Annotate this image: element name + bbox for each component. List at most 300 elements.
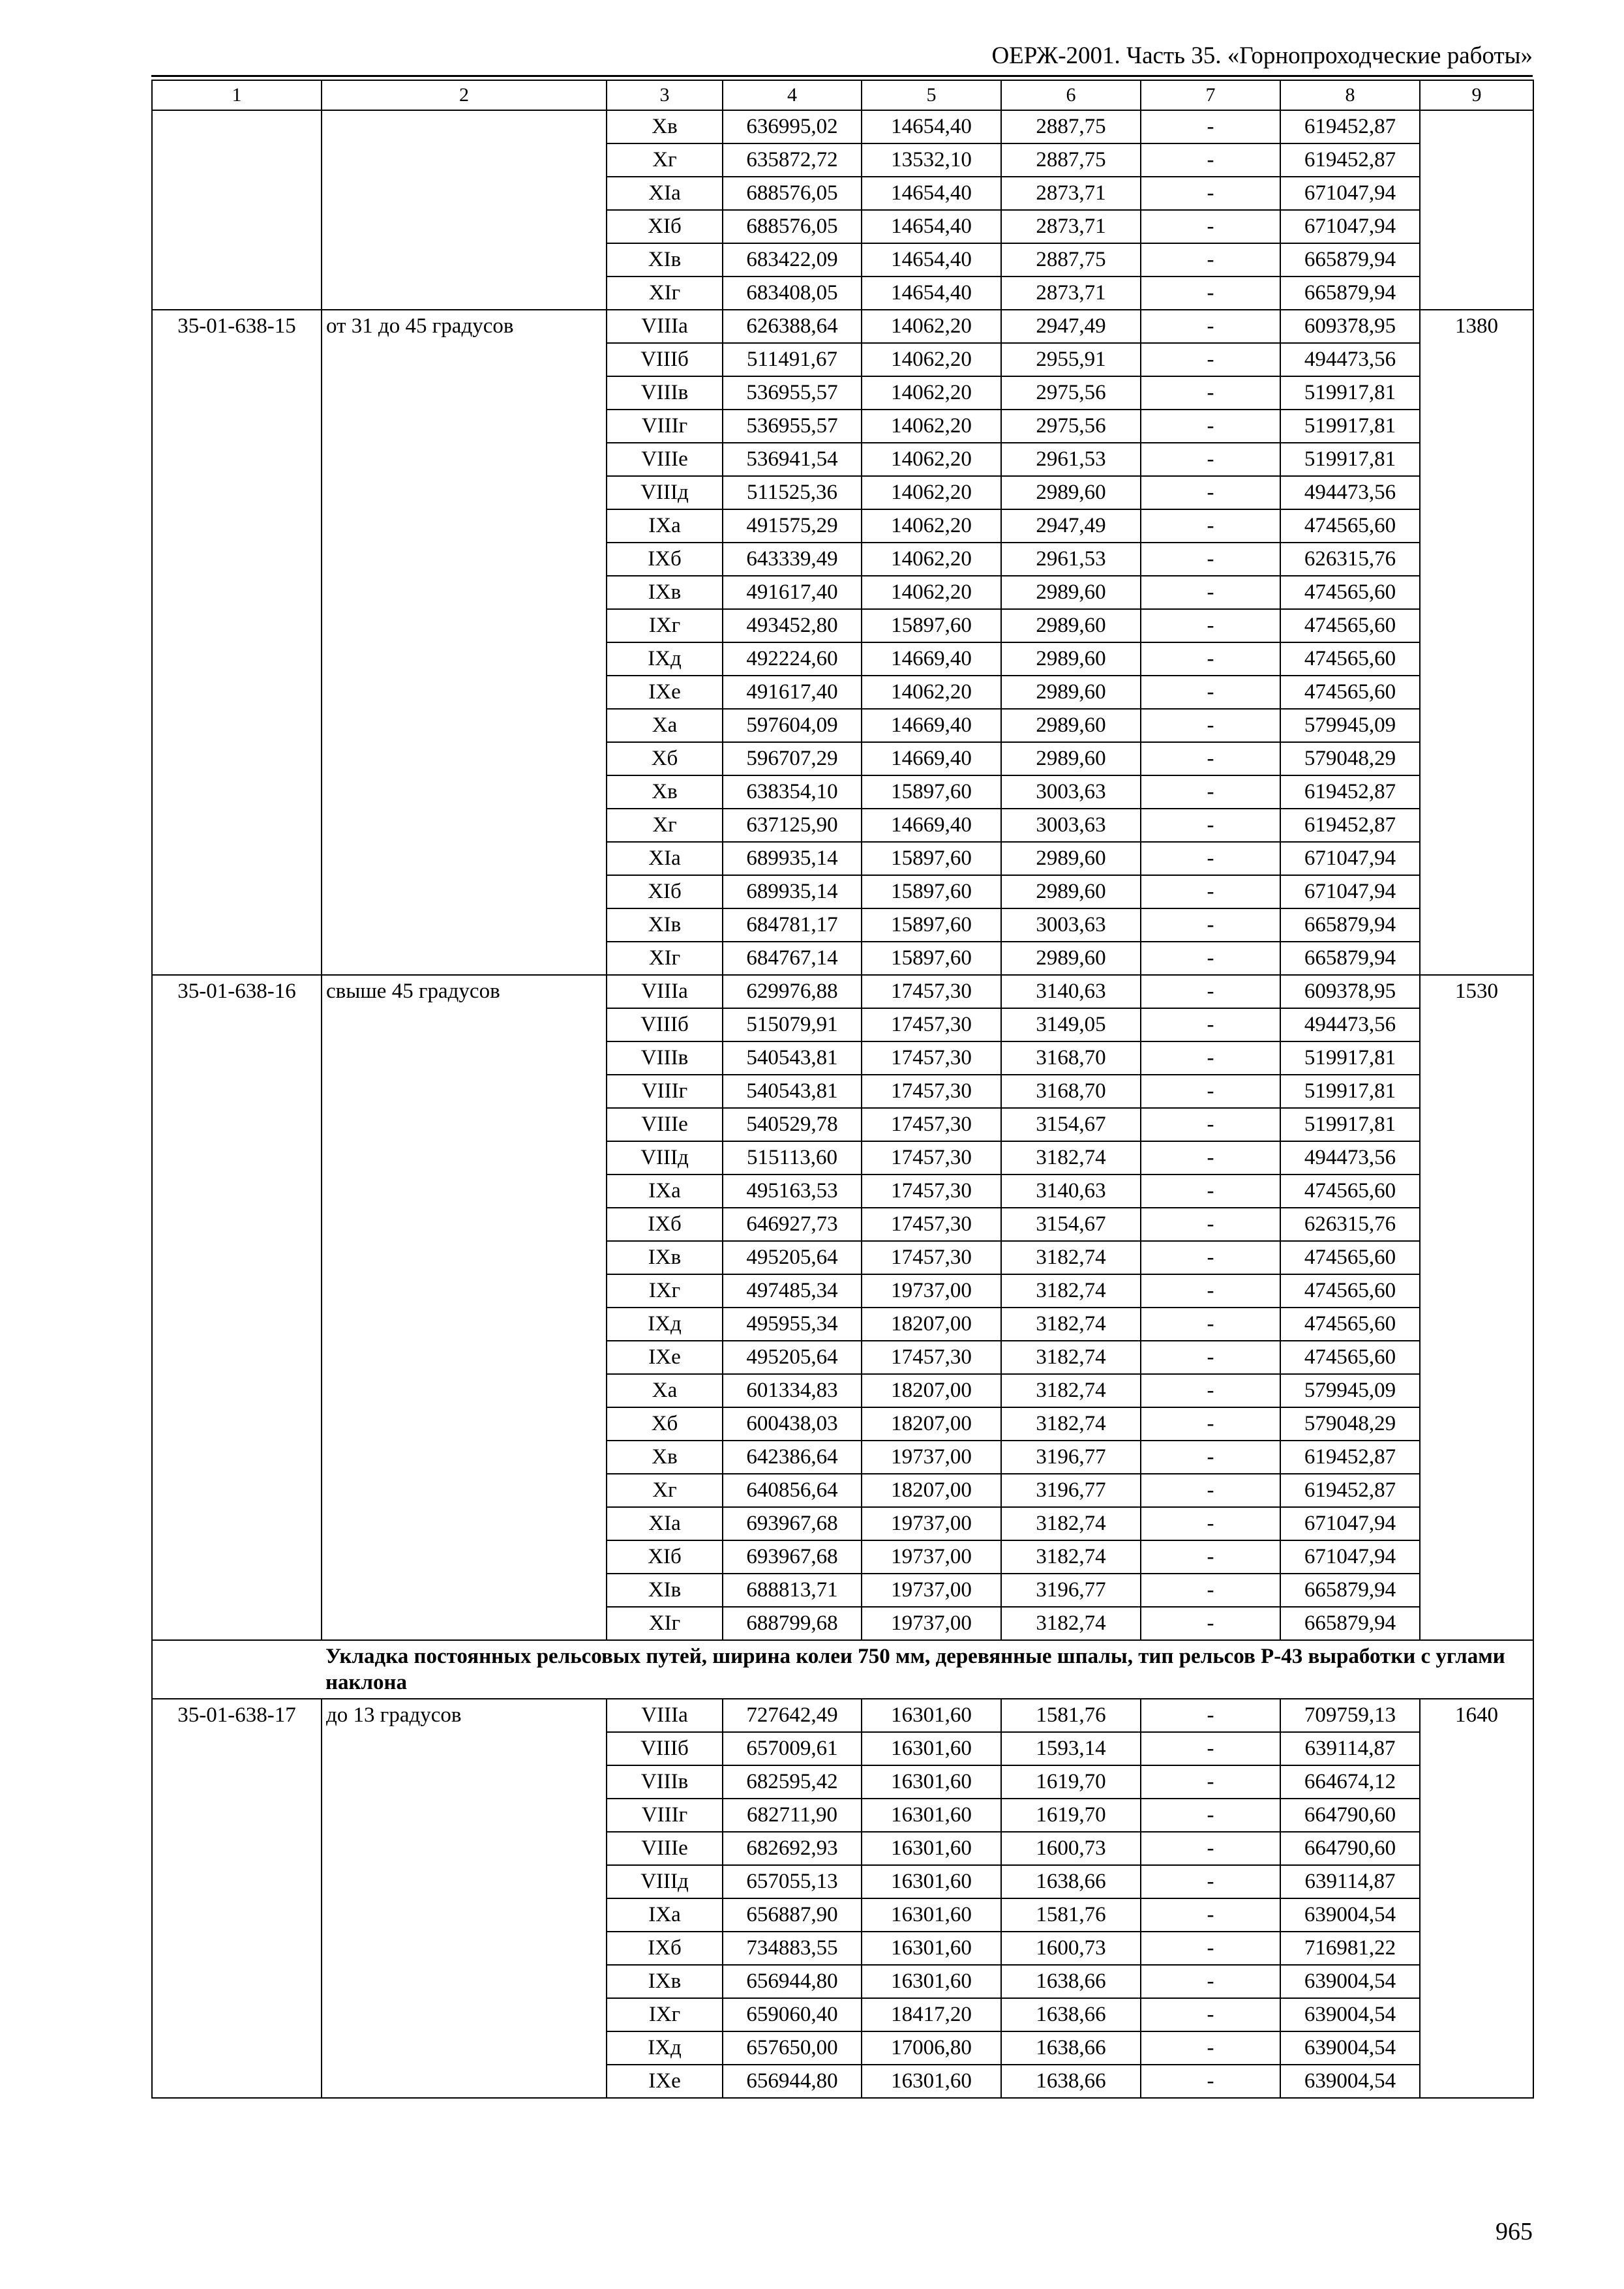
labor-cost: 16301,60 [862,1832,1001,1865]
direct-cost: 540543,81 [723,1075,862,1108]
direct-cost: 495205,64 [723,1341,862,1374]
labor-cost: 16301,60 [862,1932,1001,1965]
materials-cost: 639114,87 [1280,1732,1420,1765]
rate-code: 35-01-638-16 [152,975,322,1640]
machinist-labor: - [1141,277,1280,310]
materials-cost: 519917,81 [1280,410,1420,443]
machine-cost: 3140,63 [1001,1174,1141,1208]
machinist-labor: - [1141,1308,1280,1341]
labor-cost: 17006,80 [862,2031,1001,2065]
direct-cost: 515079,91 [723,1008,862,1041]
direct-cost: 682711,90 [723,1799,862,1832]
labor-cost: 14654,40 [862,177,1001,210]
machinist-labor: - [1141,676,1280,709]
materials-cost: 609378,95 [1280,975,1420,1008]
machine-cost: 3196,77 [1001,1441,1141,1474]
rock-category: Хг [607,1474,723,1507]
machinist-labor: - [1141,410,1280,443]
machinist-labor: - [1141,1865,1280,1898]
labor-hours: 1530 [1420,975,1533,1640]
machine-cost: 3168,70 [1001,1075,1141,1108]
materials-cost: 665879,94 [1280,942,1420,975]
labor-cost: 16301,60 [862,1898,1001,1932]
machine-cost: 3182,74 [1001,1507,1141,1540]
machinist-labor: - [1141,775,1280,809]
direct-cost: 540543,81 [723,1041,862,1075]
labor-hours: 1640 [1420,1699,1533,2098]
rate-description [322,110,607,310]
direct-cost: 646927,73 [723,1208,862,1241]
materials-cost: 519917,81 [1280,1108,1420,1141]
rate-code: 35-01-638-17 [152,1699,322,2098]
machinist-labor: - [1141,1474,1280,1507]
machinist-labor: - [1141,376,1280,410]
rock-category: IХв [607,1241,723,1274]
machine-cost: 2947,49 [1001,310,1141,343]
labor-cost: 19737,00 [862,1540,1001,1574]
machinist-labor: - [1141,1799,1280,1832]
labor-hours [1420,110,1533,310]
labor-cost: 17457,30 [862,1174,1001,1208]
machine-cost: 2989,60 [1001,742,1141,775]
machinist-labor: - [1141,543,1280,576]
rock-category: VIIIд [607,1865,723,1898]
machine-cost: 2887,75 [1001,110,1141,143]
materials-cost: 619452,87 [1280,110,1420,143]
labor-cost: 17457,30 [862,1041,1001,1075]
machine-cost: 3196,77 [1001,1474,1141,1507]
materials-cost: 639004,54 [1280,1965,1420,1998]
rate-description: свыше 45 градусов [322,975,607,1640]
labor-cost: 16301,60 [862,1699,1001,1732]
rock-category: ХIб [607,875,723,908]
materials-cost: 519917,81 [1280,1041,1420,1075]
materials-cost: 474565,60 [1280,576,1420,609]
machinist-labor: - [1141,1965,1280,1998]
machine-cost: 3168,70 [1001,1041,1141,1075]
materials-cost: 671047,94 [1280,210,1420,243]
machinist-labor: - [1141,1998,1280,2031]
machinist-labor: - [1141,443,1280,476]
direct-cost: 727642,49 [723,1699,862,1732]
rock-category: IХе [607,1341,723,1374]
machine-cost: 3182,74 [1001,1374,1141,1407]
direct-cost: 684767,14 [723,942,862,975]
materials-cost: 579945,09 [1280,709,1420,742]
direct-cost: 689935,14 [723,842,862,875]
materials-cost: 474565,60 [1280,1341,1420,1374]
direct-cost: 683408,05 [723,277,862,310]
labor-cost: 14654,40 [862,243,1001,277]
materials-cost: 664790,60 [1280,1799,1420,1832]
direct-cost: 495163,53 [723,1174,862,1208]
machine-cost: 2989,60 [1001,709,1141,742]
rock-category: ХIв [607,908,723,942]
machinist-labor: - [1141,609,1280,642]
machinist-labor: - [1141,809,1280,842]
machine-cost: 2989,60 [1001,875,1141,908]
labor-cost: 14062,20 [862,509,1001,543]
materials-cost: 626315,76 [1280,543,1420,576]
labor-cost: 14062,20 [862,410,1001,443]
materials-cost: 619452,87 [1280,143,1420,177]
materials-cost: 519917,81 [1280,376,1420,410]
machine-cost: 1638,66 [1001,2065,1141,2098]
rock-category: Хб [607,742,723,775]
labor-cost: 15897,60 [862,908,1001,942]
column-number: 6 [1001,80,1141,110]
materials-cost: 579048,29 [1280,742,1420,775]
rock-category: VIIIб [607,1732,723,1765]
direct-cost: 734883,55 [723,1932,862,1965]
labor-cost: 16301,60 [862,1765,1001,1799]
machine-cost: 1593,14 [1001,1732,1141,1765]
direct-cost: 656887,90 [723,1898,862,1932]
direct-cost: 597604,09 [723,709,862,742]
materials-cost: 474565,60 [1280,1174,1420,1208]
machine-cost: 3182,74 [1001,1241,1141,1274]
rock-category: IХд [607,1308,723,1341]
machinist-labor: - [1141,243,1280,277]
materials-cost: 639004,54 [1280,1898,1420,1932]
machinist-labor: - [1141,1141,1280,1174]
materials-cost: 619452,87 [1280,1441,1420,1474]
materials-cost: 579945,09 [1280,1374,1420,1407]
labor-cost: 19737,00 [862,1607,1001,1640]
machine-cost: 2947,49 [1001,509,1141,543]
materials-cost: 474565,60 [1280,1308,1420,1341]
rock-category: ХIг [607,277,723,310]
materials-cost: 665879,94 [1280,1574,1420,1607]
machinist-labor: - [1141,1699,1280,1732]
table-row [152,110,1533,143]
machinist-labor: - [1141,143,1280,177]
machine-cost: 2989,60 [1001,609,1141,642]
direct-cost: 656944,80 [723,2065,862,2098]
machinist-labor: - [1141,177,1280,210]
materials-cost: 664674,12 [1280,1765,1420,1799]
machine-cost: 2887,75 [1001,143,1141,177]
labor-cost: 19737,00 [862,1574,1001,1607]
rock-category: ХIг [607,1607,723,1640]
table-row [152,1699,1533,1732]
machinist-labor: - [1141,1041,1280,1075]
rock-category: IХд [607,642,723,676]
labor-cost: 15897,60 [862,842,1001,875]
rock-category: Хг [607,143,723,177]
rock-category: Хв [607,110,723,143]
direct-cost: 682595,42 [723,1765,862,1799]
labor-cost: 15897,60 [862,775,1001,809]
labor-cost: 18417,20 [862,1998,1001,2031]
rock-category: Хв [607,1441,723,1474]
rate-code: 35-01-638-15 [152,310,322,975]
materials-cost: 474565,60 [1280,509,1420,543]
labor-cost: 18207,00 [862,1474,1001,1507]
labor-cost: 13532,10 [862,143,1001,177]
column-number: 7 [1141,80,1280,110]
direct-cost: 540529,78 [723,1108,862,1141]
direct-cost: 682692,93 [723,1832,862,1865]
labor-cost: 17457,30 [862,1108,1001,1141]
machinist-labor: - [1141,1008,1280,1041]
rate-description: от 31 до 45 градусов [322,310,607,975]
labor-cost: 14062,20 [862,310,1001,343]
materials-cost: 671047,94 [1280,177,1420,210]
direct-cost: 495205,64 [723,1241,862,1274]
direct-cost: 536941,54 [723,443,862,476]
machine-cost: 1619,70 [1001,1799,1141,1832]
rate-code [152,110,322,310]
direct-cost: 688799,68 [723,1607,862,1640]
labor-cost: 17457,30 [862,1141,1001,1174]
rock-category: VIIIб [607,1008,723,1041]
column-number: 2 [322,80,607,110]
machine-cost: 2955,91 [1001,343,1141,376]
machinist-labor: - [1141,1765,1280,1799]
direct-cost: 511491,67 [723,343,862,376]
materials-cost: 474565,60 [1280,1241,1420,1274]
direct-cost: 600438,03 [723,1407,862,1441]
labor-cost: 14654,40 [862,277,1001,310]
direct-cost: 657055,13 [723,1865,862,1898]
labor-cost: 18207,00 [862,1308,1001,1341]
machinist-labor: - [1141,875,1280,908]
labor-cost: 14062,20 [862,443,1001,476]
materials-cost: 494473,56 [1280,1008,1420,1041]
machine-cost: 2989,60 [1001,576,1141,609]
machine-cost: 3182,74 [1001,1407,1141,1441]
direct-cost: 693967,68 [723,1507,862,1540]
labor-cost: 17457,30 [862,1241,1001,1274]
machine-cost: 2887,75 [1001,243,1141,277]
materials-cost: 716981,22 [1280,1932,1420,1965]
machine-cost: 2989,60 [1001,642,1141,676]
machinist-labor: - [1141,1507,1280,1540]
labor-cost: 14062,20 [862,576,1001,609]
materials-cost: 474565,60 [1280,642,1420,676]
rock-category: Ха [607,709,723,742]
materials-cost: 494473,56 [1280,343,1420,376]
rock-category: IХа [607,1898,723,1932]
rock-category: VIIIд [607,1141,723,1174]
section-title: Укладка постоянных рельсовых путей, ширина колеи 750 мм, деревянные шпалы, тип рельсов Р-43 выработки с углами наклона [322,1640,1533,1699]
machine-cost: 3182,74 [1001,1607,1141,1640]
direct-cost: 688576,05 [723,210,862,243]
machinist-labor: - [1141,509,1280,543]
labor-cost: 14062,20 [862,376,1001,410]
rock-category: VIIIг [607,1075,723,1108]
machinist-labor: - [1141,1341,1280,1374]
table-row [152,975,1533,1008]
machine-cost: 1619,70 [1001,1765,1141,1799]
table-body [152,110,1533,2098]
labor-cost: 17457,30 [862,1075,1001,1108]
machine-cost: 3182,74 [1001,1341,1141,1374]
labor-cost: 17457,30 [862,1008,1001,1041]
machinist-labor: - [1141,1732,1280,1765]
rock-category: IХб [607,543,723,576]
labor-cost: 14062,20 [862,676,1001,709]
materials-cost: 639004,54 [1280,1998,1420,2031]
column-number: 3 [607,80,723,110]
labor-hours: 1380 [1420,310,1533,975]
rock-category: IХг [607,1998,723,2031]
machinist-labor: - [1141,1540,1280,1574]
rates-table [151,80,1534,2099]
rock-category: VIIIв [607,1765,723,1799]
machinist-labor: - [1141,1607,1280,1640]
machine-cost: 1638,66 [1001,1965,1141,1998]
materials-cost: 619452,87 [1280,775,1420,809]
column-number-row [152,80,1533,110]
machine-cost: 2989,60 [1001,676,1141,709]
labor-cost: 18207,00 [862,1374,1001,1407]
machine-cost: 1581,76 [1001,1699,1141,1732]
rock-category: ХIа [607,842,723,875]
materials-cost: 665879,94 [1280,277,1420,310]
rock-category: Хв [607,775,723,809]
labor-cost: 16301,60 [862,1732,1001,1765]
rock-category: VIIIе [607,1108,723,1141]
direct-cost: 491617,40 [723,676,862,709]
rock-category: VIIIд [607,476,723,509]
direct-cost: 511525,36 [723,476,862,509]
machine-cost: 3003,63 [1001,775,1141,809]
page-number: 965 [1496,2218,1533,2245]
direct-cost: 497485,34 [723,1274,862,1308]
machinist-labor: - [1141,310,1280,343]
direct-cost: 638354,10 [723,775,862,809]
machinist-labor: - [1141,1174,1280,1208]
machinist-labor: - [1141,1075,1280,1108]
direct-cost: 636995,02 [723,110,862,143]
materials-cost: 709759,13 [1280,1699,1420,1732]
labor-cost: 14669,40 [862,642,1001,676]
machinist-labor: - [1141,1407,1280,1441]
machine-cost: 3154,67 [1001,1208,1141,1241]
labor-cost: 16301,60 [862,1965,1001,1998]
direct-cost: 596707,29 [723,742,862,775]
machinist-labor: - [1141,576,1280,609]
rock-category: VIIIв [607,376,723,410]
labor-cost: 19737,00 [862,1274,1001,1308]
direct-cost: 688576,05 [723,177,862,210]
machine-cost: 1600,73 [1001,1932,1141,1965]
materials-cost: 665879,94 [1280,243,1420,277]
column-number: 1 [152,80,322,110]
materials-cost: 671047,94 [1280,1540,1420,1574]
machine-cost: 3149,05 [1001,1008,1141,1041]
rock-category: ХIв [607,1574,723,1607]
rock-category: IХб [607,1932,723,1965]
machine-cost: 2989,60 [1001,842,1141,875]
machine-cost: 3182,74 [1001,1141,1141,1174]
empty-cell [152,1640,322,1699]
machinist-labor: - [1141,476,1280,509]
machinist-labor: - [1141,842,1280,875]
machine-cost: 3154,67 [1001,1108,1141,1141]
materials-cost: 619452,87 [1280,1474,1420,1507]
rock-category: IХд [607,2031,723,2065]
materials-cost: 639004,54 [1280,2065,1420,2098]
rock-category: Ха [607,1374,723,1407]
labor-cost: 14062,20 [862,543,1001,576]
labor-cost: 16301,60 [862,1799,1001,1832]
machinist-labor: - [1141,2031,1280,2065]
direct-cost: 643339,49 [723,543,862,576]
labor-cost: 15897,60 [862,942,1001,975]
machinist-labor: - [1141,1574,1280,1607]
direct-cost: 688813,71 [723,1574,862,1607]
rock-category: IХа [607,509,723,543]
direct-cost: 491617,40 [723,576,862,609]
labor-cost: 15897,60 [862,875,1001,908]
rock-category: ХIв [607,243,723,277]
labor-cost: 15897,60 [862,609,1001,642]
direct-cost: 491575,29 [723,509,862,543]
direct-cost: 683422,09 [723,243,862,277]
machinist-labor: - [1141,742,1280,775]
materials-cost: 494473,56 [1280,476,1420,509]
rock-category: VIIIе [607,443,723,476]
machinist-labor: - [1141,210,1280,243]
materials-cost: 474565,60 [1280,676,1420,709]
machinist-labor: - [1141,1898,1280,1932]
materials-cost: 671047,94 [1280,842,1420,875]
direct-cost: 659060,40 [723,1998,862,2031]
materials-cost: 665879,94 [1280,908,1420,942]
direct-cost: 640856,64 [723,1474,862,1507]
materials-cost: 626315,76 [1280,1208,1420,1241]
materials-cost: 671047,94 [1280,1507,1420,1540]
rock-category: VIIIг [607,410,723,443]
column-number: 8 [1280,80,1420,110]
rock-category: IХб [607,1208,723,1241]
labor-cost: 16301,60 [862,1865,1001,1898]
direct-cost: 637125,90 [723,809,862,842]
rock-category: IХе [607,2065,723,2098]
direct-cost: 657009,61 [723,1732,862,1765]
direct-cost: 601334,83 [723,1374,862,1407]
machinist-labor: - [1141,2065,1280,2098]
materials-cost: 519917,81 [1280,1075,1420,1108]
rock-category: VIIIе [607,1832,723,1865]
labor-cost: 14062,20 [862,476,1001,509]
labor-cost: 14669,40 [862,709,1001,742]
labor-cost: 19737,00 [862,1441,1001,1474]
machine-cost: 1581,76 [1001,1898,1141,1932]
machinist-labor: - [1141,975,1280,1008]
labor-cost: 14669,40 [862,809,1001,842]
labor-cost: 17457,30 [862,1341,1001,1374]
materials-cost: 519917,81 [1280,443,1420,476]
column-number: 4 [723,80,862,110]
machinist-labor: - [1141,343,1280,376]
machinist-labor: - [1141,1208,1280,1241]
machinist-labor: - [1141,1441,1280,1474]
direct-cost: 656944,80 [723,1965,862,1998]
materials-cost: 619452,87 [1280,809,1420,842]
rock-category: IХв [607,576,723,609]
machine-cost: 3140,63 [1001,975,1141,1008]
rock-category: Хг [607,809,723,842]
machinist-labor: - [1141,942,1280,975]
machinist-labor: - [1141,709,1280,742]
direct-cost: 693967,68 [723,1540,862,1574]
direct-cost: 495955,34 [723,1308,862,1341]
materials-cost: 609378,95 [1280,310,1420,343]
